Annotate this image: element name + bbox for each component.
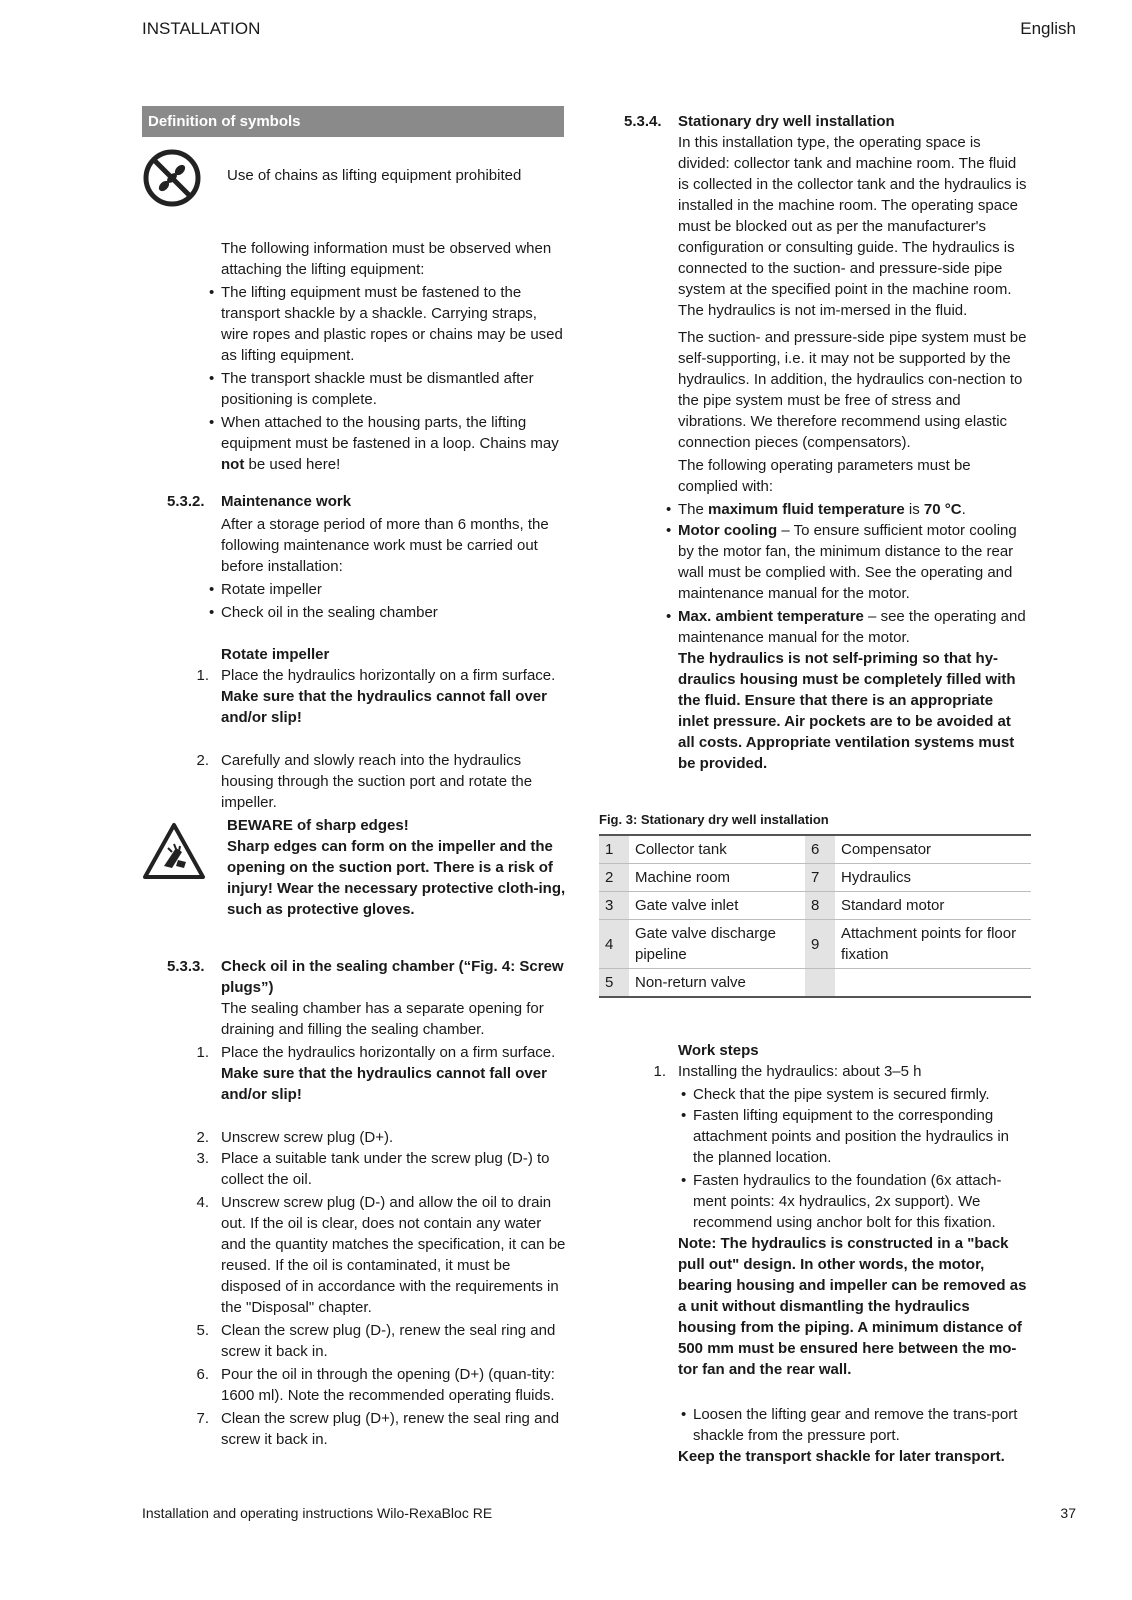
important-note: The hydraulics is not self-priming so that hy-draulics housing must be completely filled with the fluid. Ensure that there is an appropriate inlet pressure. Air pockets are to be avoided at all costs. Appropriate ventilation systems must be provided.: [678, 650, 1016, 772]
header-section-title: INSTALLATION: [142, 19, 261, 38]
list-item: • Check that the pipe system is secured firmly.: [693, 1084, 1028, 1105]
table-row: 3 Gate valve inlet 8 Standard motor: [599, 892, 1031, 920]
list-item: • Motor cooling – To ensure sufficient motor cooling by the motor fan, the minimum distance to the rear wall must be complied with. See the operating and maintenance manual for the motor.: [678, 520, 1028, 604]
section-5-3-3: [167, 956, 567, 1450]
symbols-heading: Definition of symbols: [142, 106, 564, 137]
footer-doc-title: Installation and operating instructions Wilo-RexaBloc RE: [142, 1505, 493, 1521]
figure-legend-table: [599, 834, 1031, 998]
step: 4. Unscrew screw plug (D-) and allow the oil to drain out. If the oil is clear, does not contain any water and the quantity matches the specification, it can be reused. If the oil is contaminated, it must be disposed of in accordance with the requirements in the "Disposal" chapter.: [196, 1194, 566, 1316]
list-item: • Fasten lifting equipment to the corresponding attachment points and position the hydraulics in the planned location.: [693, 1105, 1028, 1168]
figure-caption: Fig. 3: Stationary dry well installation: [599, 812, 829, 827]
header-language: English: [1020, 19, 1076, 38]
table-row: 1 Collector tank 6 Compensator: [599, 835, 1031, 864]
step: 5. Clean the screw plug (D-), renew the seal ring and screw it back in.: [196, 1322, 556, 1360]
paragraph: The suction- and pressure-side pipe system must be self-supporting, i.e. it may not be supported by the hydraulics. In addition, the hydraulics con-nection to the pipe system must be free of stress and vibrations. We therefore recommend using elastic connection pieces (compensators).: [678, 329, 1027, 451]
step: 3. Place a suitable tank under the screw plug (D-) to collect the oil.: [196, 1150, 550, 1188]
symbol-description: Use of chains as lifting equipment prohibited: [227, 167, 522, 184]
warning-text: [227, 815, 567, 920]
step: 1. Place the hydraulics horizontally on a firm surface. Make sure that the hydraulics cannot fall over and/or slip!: [196, 667, 556, 726]
section-title: Check oil in the sealing chamber (“Fig. 4: Screw plugs”): [221, 958, 564, 996]
step: 1. Place the hydraulics horizontally on a firm surface. Make sure that the hydraulics cannot fall over and/or slip!: [196, 1044, 556, 1103]
step: 2. Carefully and slowly reach into the hydraulics housing through the suction port and rotate the impeller.: [196, 752, 533, 811]
table-row: 2 Machine room 7 Hydraulics: [599, 864, 1031, 892]
step: 2. Unscrew screw plug (D+).: [196, 1129, 394, 1146]
page-number: 37: [1060, 1505, 1076, 1521]
section-5-3-4: [624, 111, 1028, 774]
work-steps: [653, 1040, 1028, 1467]
paragraph: In this installation type, the operating space is divided: collector tank and machine room. The fluid is collected in the collector tank and the hydraulics is installed in the machine room. The operating space must be blocked out as per the manufacturer's configuration or consulting guide. The hydraulics is connected to the suction- and pressure-side pipe system at the specified point in the machine room. The hydraulics is not im-mersed in the fluid.: [678, 134, 1027, 319]
section-intro: After a storage period of more than 6 months, the following maintenance work must be carried out before installation:: [221, 516, 549, 575]
section-title: Stationary dry well installation: [678, 113, 895, 130]
step: 1. Installing the hydraulics: about 3–5 h: [653, 1063, 922, 1080]
warning-title: BEWARE of sharp edges!: [227, 817, 409, 834]
list-item: • Check oil in the sealing chamber: [221, 602, 567, 623]
lifting-instructions: [221, 238, 567, 475]
section-number: 5.3.2.: [167, 493, 205, 510]
subheading: Rotate impeller: [221, 646, 330, 663]
subheading: Work steps: [678, 1042, 759, 1059]
section-5-3-2: [167, 491, 567, 813]
section-number: 5.3.3.: [167, 958, 205, 975]
no-chains-icon: [142, 148, 202, 208]
lifting-bullet: • When attached to the housing parts, the lifting equipment must be fastened in a loop. Chains may not be used here!: [221, 412, 567, 475]
table-row: 4 Gate valve discharge pipeline 9 Attachment points for floor fixation: [599, 920, 1031, 969]
list-item: • Rotate impeller: [221, 579, 567, 600]
list-item: • Fasten hydraulics to the foundation (6x attach-ment points: 4x hydraulics, 2x support). We recommend using anchor bolt for this fixation.: [693, 1170, 1028, 1233]
step: 6. Pour the oil in through the opening (D+) (quan-tity: 1600 ml). Note the recommended operating fluids.: [196, 1366, 555, 1404]
note: Note: The hydraulics is constructed in a "back pull out" design. In other words, the motor, bearing housing and impeller can be removed as a unit without dismantling the hydraulics housing from the piping. A minimum distance of 500 mm must be ensured here between the mo-tor fan and the rear wall.: [678, 1235, 1027, 1378]
section-title: Maintenance work: [221, 493, 352, 510]
lifting-bullet: • The transport shackle must be dismantled after positioning is complete.: [221, 368, 567, 410]
keep-note: Keep the transport shackle for later transport.: [678, 1448, 1005, 1465]
paragraph: The following operating parameters must be complied with:: [678, 457, 971, 495]
warning-body: Sharp edges can form on the impeller and the opening on the suction port. There is a risk of injury! Wear the necessary protective cloth-ing, such as protective gloves.: [227, 838, 566, 918]
section-intro: The sealing chamber has a separate opening for draining and filling the sealing chamber.: [221, 1000, 544, 1038]
lifting-intro: The following information must be observed when attaching the lifting equipment:: [221, 240, 552, 278]
step: 7. Clean the screw plug (D+), renew the seal ring and screw it back in.: [196, 1410, 560, 1448]
list-item: • The maximum fluid temperature is 70 °C.: [678, 499, 1028, 520]
lifting-bullet: • The lifting equipment must be fastened to the transport shackle by a shackle. Carrying straps, wire ropes and plastic ropes or chains may be used as lifting equipment.: [221, 282, 567, 366]
list-item: • Loosen the lifting gear and remove the trans-port shackle from the pressure port.: [693, 1404, 1028, 1446]
table-row: 5 Non-return valve: [599, 969, 1031, 998]
section-number: 5.3.4.: [624, 113, 662, 130]
sharp-edges-warning-icon: [142, 822, 206, 880]
list-item: • Max. ambient temperature – see the operating and maintenance manual for the motor.: [678, 606, 1028, 648]
